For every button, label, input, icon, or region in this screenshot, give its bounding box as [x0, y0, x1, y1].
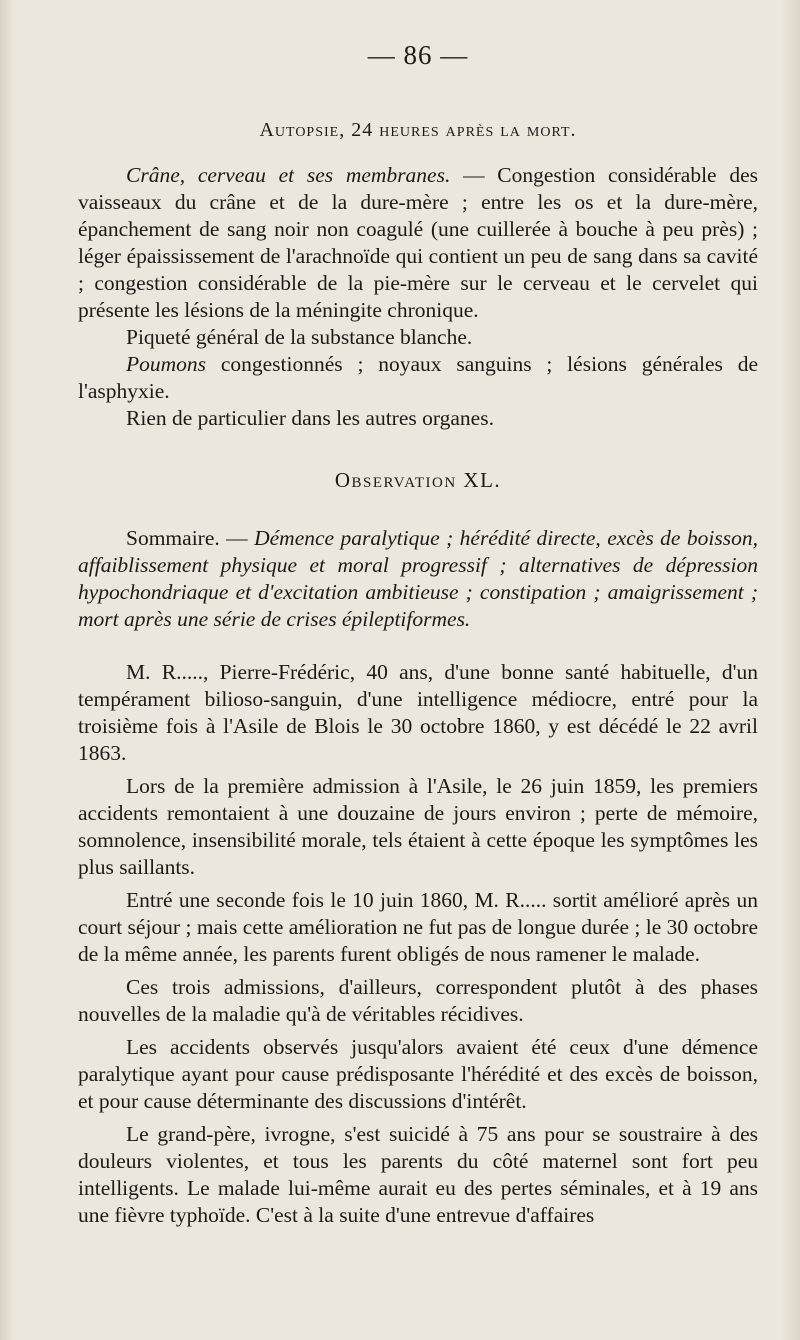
- observation-heading: Observation XL.: [334, 468, 502, 492]
- lungs-text: congestionnés ; noyaux sanguins ; lésions générales de l'asphyxie.: [78, 352, 758, 403]
- page-content: [78, 40, 758, 1229]
- body-paragraph: Entré une seconde fois le 10 juin 1860, M. R..... sortit amélioré après un court séjour ; mais cette amélioration ne fut pas de longue durée ; le 30 octobre de la même année, les parents furent obligés de nous ramener le malade.: [78, 888, 759, 966]
- body-paragraph: Les accidents observés jusqu'alors avaient été ceux d'une démence paralytique ayant pour cause prédisposante l'hérédité et des excès de boisson, et pour cause déterminante des discussions d'intérêt.: [78, 1035, 758, 1113]
- autopsy-paragraph-white-matter: Piqueté général de la substance blanche.: [126, 325, 473, 349]
- summary-paragraph: [78, 525, 758, 633]
- autopsy-paragraph-lungs: [78, 351, 758, 405]
- body-paragraph: Lors de la première admission à l'Asile, le 26 juin 1859, les premiers accidents remontaient à une douzaine de jours environ ; perte de mémoire, somnolence, insensibilité morale, tels étaient à cette époque les symptômes les plus saillants.: [78, 774, 758, 879]
- body-paragraph: M. R....., Pierre-Frédéric, 40 ans, d'une bonne santé habituelle, d'un tempérament bilioso-sanguin, d'une intelligence médiocre, entré pour la troisième fois à l'Asile de Blois le 30 octobre 1860, y est décédé le 22 avril 1863.: [78, 660, 758, 765]
- page-number: — 86 —: [367, 40, 469, 70]
- body-paragraph: Ces trois admissions, d'ailleurs, correspondent plutôt à des phases nouvelles de la maladie qu'à de véritables récidives.: [78, 975, 758, 1026]
- body-paragraph: Le grand-père, ivrogne, s'est suicidé à 75 ans pour se soustraire à des douleurs violentes, et tous les parents du côté maternel sont fort peu intelligents. Le malade lui-même aurait eu des pertes séminales, et à 19 ans une fièvre typhoïde. C'est à la suite d'une entrevue d'affaires: [78, 1122, 758, 1227]
- autopsy-paragraph-brain: [78, 162, 758, 324]
- brain-label: Crâne, cerveau et ses membranes.: [126, 163, 451, 187]
- autopsy-paragraph-other-organs: Rien de particulier dans les autres organes.: [126, 406, 494, 430]
- lungs-label: Poumons: [126, 352, 207, 376]
- summary-label: Sommaire. —: [126, 526, 255, 550]
- brain-text: — Congestion considérable des vaisseaux du crâne et de la dure-mère ; entre les os et la dure-mère, épanchement de sang noir non coagulé (une cuillerée à bouche à peu près) ; léger épaississement de l'arachnoïde qui contient un peu de sang dans sa cavité ; congestion considérable de la pie-mère sur le cerveau et le cervelet qui présente les lésions de la méningite chronique.: [78, 163, 758, 322]
- autopsy-heading: Autopsie, 24 heures après la mort.: [259, 119, 577, 141]
- summary-text: Démence paralytique ; hérédité directe, excès de boisson, affaiblissement physique et moral progressif ; alternatives de dépression hypochondriaque et d'excitation ambitieuse ; constipation ; amaigrissement ; mort après une série de crises épileptiformes.: [78, 526, 758, 631]
